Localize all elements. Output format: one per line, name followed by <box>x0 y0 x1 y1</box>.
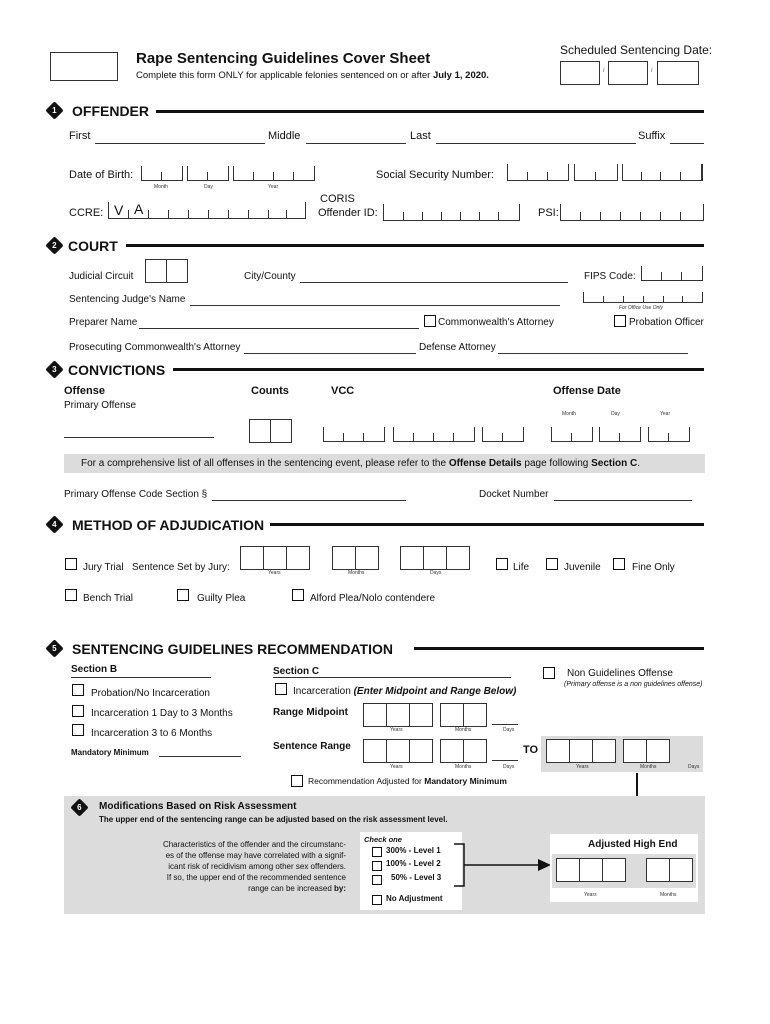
defense-input[interactable] <box>498 353 688 354</box>
offense-month-caption: Month <box>562 411 576 417</box>
commonwealth-label: Commonwealth's Attorney <box>438 317 554 328</box>
adjusted-mandatory-label <box>308 776 507 786</box>
digit-divider <box>422 212 423 221</box>
primary-offense-input[interactable] <box>64 437 214 438</box>
adjusted-text: Recommendation Adjusted for <box>308 776 425 786</box>
to-label: TO <box>523 744 539 756</box>
ccre-label: CCRE: <box>69 207 104 219</box>
low-months-box-1[interactable] <box>440 739 464 763</box>
section-rule <box>126 244 704 247</box>
jury-trial-checkbox[interactable] <box>65 558 77 570</box>
digit-divider <box>603 296 604 303</box>
dob-month-field[interactable] <box>141 166 183 181</box>
middle-label: Middle <box>268 130 301 142</box>
low-years-box-2[interactable] <box>386 739 410 763</box>
last-label: Last <box>410 130 431 142</box>
offense-header: Offense <box>64 385 105 397</box>
incarceration-text: Incarceration <box>293 686 351 697</box>
counts-box-1[interactable] <box>249 419 271 443</box>
bracket-arrow-icon <box>454 842 552 888</box>
section-1-marker <box>45 101 63 119</box>
digit-divider <box>128 210 129 219</box>
digit-divider <box>207 172 208 181</box>
high-months-box-1[interactable] <box>623 739 647 763</box>
mandatory-min-label: Mandatory Minimum <box>71 748 149 757</box>
first-label: First <box>69 130 91 142</box>
mid-years-caption: Years <box>390 727 403 733</box>
offense-year-field[interactable] <box>648 427 690 442</box>
vcc-field-2[interactable] <box>393 427 475 442</box>
digit-divider <box>682 296 683 303</box>
form-title: Rape Sentencing Guidelines Cover Sheet <box>136 50 431 67</box>
characteristics-text <box>120 839 346 894</box>
high-years-box-2[interactable] <box>569 739 593 763</box>
section-rule <box>156 110 704 113</box>
jury-months-caption: Months <box>348 570 365 576</box>
probation-label: Probation Officer <box>629 317 704 328</box>
defense-label: Defense Attorney <box>419 342 496 353</box>
low-days-caption: Days <box>503 764 515 770</box>
ccre-a: A <box>134 201 144 217</box>
digit-divider <box>663 296 664 303</box>
slash: / <box>603 68 605 74</box>
circuit-box-2[interactable] <box>166 259 188 283</box>
section-4-marker <box>45 515 63 533</box>
guilty-plea-checkbox[interactable] <box>177 589 189 601</box>
court-title: COURT <box>68 238 118 254</box>
char-by: by: <box>334 884 346 893</box>
jury-days-box-1[interactable] <box>400 546 424 570</box>
adj-years-box-2[interactable] <box>579 858 603 882</box>
scheduled-date-label: Scheduled Sentencing Date: <box>560 43 713 57</box>
digit-divider <box>681 272 682 281</box>
digit-divider <box>643 296 644 303</box>
office-use-caption: For Office Use Only <box>619 305 663 311</box>
level-2-label: 100% - Level 2 <box>386 859 441 868</box>
level-3-checkbox[interactable] <box>372 875 382 885</box>
incarceration-checkbox[interactable] <box>275 683 287 695</box>
code-section-input[interactable] <box>212 500 406 501</box>
jury-days-box-2[interactable] <box>423 546 447 570</box>
vcc-field-3[interactable] <box>482 427 524 442</box>
preparer-input[interactable] <box>139 328 419 329</box>
digit-divider <box>148 210 149 219</box>
section-num: 4 <box>52 519 57 529</box>
char-line-last <box>120 883 346 894</box>
note-part: page following <box>521 458 592 469</box>
level-1-checkbox[interactable] <box>372 847 382 857</box>
digit-divider <box>293 172 294 181</box>
section-b-label: Section B <box>71 664 118 675</box>
section-num: 1 <box>52 105 57 115</box>
digit-divider <box>228 210 229 219</box>
digit-divider <box>188 210 189 219</box>
first-input[interactable] <box>95 143 265 144</box>
digit-divider <box>623 296 624 303</box>
digit-divider <box>343 433 344 442</box>
digit-divider <box>268 210 269 219</box>
char-line: icant risk of recidivism among other sex offenders. <box>168 862 346 871</box>
last-input[interactable] <box>436 143 636 144</box>
adjusted-bold: Mandatory Minimum <box>424 776 507 786</box>
note-bold-2: Section C <box>591 458 638 469</box>
offense-year-caption: Year <box>660 411 671 417</box>
sentence-range-label: Sentence Range <box>273 741 351 752</box>
mid-years-box-3[interactable] <box>409 703 433 727</box>
offense-details-note <box>64 454 705 473</box>
probation-checkbox[interactable] <box>614 315 626 327</box>
circuit-label: Judicial Circuit <box>69 271 134 282</box>
section-num: 6 <box>77 802 82 812</box>
jury-trial-label: Jury Trial <box>83 562 124 573</box>
digit-divider <box>527 172 528 181</box>
adj-months-box-1[interactable] <box>646 858 670 882</box>
offense-day-field[interactable] <box>599 427 641 442</box>
city-label: City/County <box>244 271 296 282</box>
docket-label: Docket Number <box>479 489 549 500</box>
modifications-subtitle: The upper end of the sentencing range can be adjusted based on the risk assessment level. <box>99 815 448 824</box>
dob-day-field[interactable] <box>187 166 229 181</box>
note-text <box>81 458 640 469</box>
digit-divider <box>547 172 548 181</box>
life-label: Life <box>513 562 530 573</box>
char-text: range can be increased <box>248 884 334 893</box>
subtitle-text: Complete this form ONLY for applicable felonies sentenced on or after <box>136 70 433 81</box>
adj-years-box-1[interactable] <box>556 858 580 882</box>
digit-divider <box>479 212 480 221</box>
level-2-checkbox[interactable] <box>372 861 382 871</box>
digit-divider <box>641 172 642 181</box>
level-3-label: 50% - Level 3 <box>391 873 442 882</box>
digit-divider <box>413 433 414 442</box>
range-midpoint-label: Range Midpoint <box>273 707 348 718</box>
circuit-box-1[interactable] <box>145 259 167 283</box>
non-guidelines-label: Non Guidelines Offense <box>567 668 673 679</box>
enter-midpoint-note: (Enter Midpoint and Range Below) <box>353 686 517 697</box>
juvenile-label: Juvenile <box>564 562 601 573</box>
prosecuting-input[interactable] <box>244 353 416 354</box>
digit-divider <box>600 212 601 221</box>
adj-years-caption: Years <box>584 892 597 898</box>
no-adjustment-checkbox[interactable] <box>372 895 382 905</box>
adj-months-box-2[interactable] <box>669 858 693 882</box>
incarceration-label <box>293 686 516 697</box>
digit-divider <box>441 212 442 221</box>
inc-1-3-label: Incarceration 1 Day to 3 Months <box>91 708 233 719</box>
form-id-box[interactable] <box>50 52 118 81</box>
alford-plea-checkbox[interactable] <box>292 589 304 601</box>
jury-years-caption: Years <box>268 570 281 576</box>
adjusted-high-label: Adjusted High End <box>588 839 678 850</box>
subtitle-date: July 1, 2020. <box>432 70 489 81</box>
section-num: 2 <box>52 240 57 250</box>
mid-years-box-2[interactable] <box>386 703 410 727</box>
digit-divider <box>363 433 364 442</box>
digit-divider <box>248 210 249 219</box>
high-years-box-1[interactable] <box>546 739 570 763</box>
non-guidelines-checkbox[interactable] <box>543 667 555 679</box>
adj-months-caption: Months <box>660 892 677 898</box>
digit-divider <box>433 433 434 442</box>
jury-days-box-3[interactable] <box>446 546 470 570</box>
set-by-jury-label: Sentence Set by Jury: <box>132 562 230 573</box>
psi-label: PSI: <box>538 207 559 219</box>
coris-label: CORIS <box>320 193 355 205</box>
non-guidelines-note: (Primary offense is a non guidelines offense) <box>564 681 703 688</box>
low-days-input[interactable] <box>492 760 518 761</box>
section-num: 3 <box>52 364 57 374</box>
high-months-caption: Months <box>640 764 657 770</box>
fine-only-label: Fine Only <box>632 562 675 573</box>
digit-divider <box>680 212 681 221</box>
city-input[interactable] <box>300 282 568 283</box>
digit-divider <box>453 433 454 442</box>
prosecuting-label: Prosecuting Commonwealth's Attorney <box>69 342 241 353</box>
mid-days-caption: Days <box>503 727 515 733</box>
vcc-header: VCC <box>331 385 355 397</box>
mid-days-input[interactable] <box>492 724 518 725</box>
ssn-field-1[interactable] <box>507 164 569 181</box>
note-part: . <box>637 458 641 469</box>
digit-divider <box>273 172 274 181</box>
adjusted-mandatory-checkbox[interactable] <box>291 775 303 787</box>
convictions-title: CONVICTIONS <box>68 362 166 378</box>
suffix-label: Suffix <box>638 130 666 142</box>
high-years-box-3[interactable] <box>592 739 616 763</box>
jury-years-box-3[interactable] <box>286 546 310 570</box>
digit-divider <box>619 433 620 442</box>
fips-label: FIPS Code: <box>584 271 636 282</box>
digit-divider <box>660 212 661 221</box>
section-rule <box>173 368 704 371</box>
primary-offense-label: Primary Offense <box>64 400 137 411</box>
counts-box-2[interactable] <box>270 419 292 443</box>
high-months-box-2[interactable] <box>646 739 670 763</box>
inc-3-6-label: Incarceration 3 to 6 Months <box>91 728 213 739</box>
high-days-caption: Days <box>688 764 700 770</box>
section-c-underline <box>273 677 511 678</box>
fips-field[interactable] <box>641 266 703 281</box>
low-years-box-1[interactable] <box>363 739 387 763</box>
jury-years-box-1[interactable] <box>240 546 264 570</box>
adjudication-title: METHOD OF ADJUDICATION <box>72 517 265 533</box>
note-bold-1: Offense Details <box>448 458 522 469</box>
dob-label: Date of Birth: <box>69 169 134 181</box>
slash: / <box>651 68 653 74</box>
bench-trial-label: Bench Trial <box>83 593 134 604</box>
digit-divider <box>620 212 621 221</box>
section-3-marker <box>45 360 63 378</box>
char-line: es of the offense may have correlated with a signif- <box>165 851 346 860</box>
psi-field[interactable] <box>560 204 704 221</box>
jury-months-box-1[interactable] <box>332 546 356 570</box>
high-years-caption: Years <box>576 764 589 770</box>
note-part: For a comprehensive list of all offenses in the sentencing event, please refer to the <box>81 458 449 469</box>
digit-divider <box>660 172 661 181</box>
low-years-box-3[interactable] <box>409 739 433 763</box>
section-5-marker <box>45 639 63 657</box>
mid-months-box-2[interactable] <box>463 703 487 727</box>
digit-divider <box>668 433 669 442</box>
guilty-plea-label: Guilty Plea <box>197 593 246 604</box>
alford-plea-label: Alford Plea/Nolo contendere <box>310 593 436 604</box>
form-subtitle <box>136 70 489 81</box>
digit-divider <box>661 272 662 281</box>
section-2-marker <box>45 236 63 254</box>
mid-years-box-1[interactable] <box>363 703 387 727</box>
fine-only-checkbox[interactable] <box>613 558 625 570</box>
suffix-input[interactable] <box>670 143 704 144</box>
char-line: If so, the upper end of the recommended sentence <box>166 873 346 882</box>
jury-years-box-2[interactable] <box>263 546 287 570</box>
sched-month-box[interactable] <box>560 61 600 85</box>
mandatory-min-input[interactable] <box>159 756 241 757</box>
digit-divider <box>253 172 254 181</box>
probation-no-inc-checkbox[interactable] <box>72 684 84 696</box>
middle-input[interactable] <box>306 143 406 144</box>
vcc-field-1[interactable] <box>323 427 385 442</box>
digit-divider <box>580 212 581 221</box>
modifications-title: Modifications Based on Risk Assessment <box>99 801 297 812</box>
jury-months-box-2[interactable] <box>355 546 379 570</box>
adj-years-box-3[interactable] <box>602 858 626 882</box>
judge-label: Sentencing Judge's Name <box>69 294 186 305</box>
digit-divider <box>571 433 572 442</box>
ccre-v: V <box>114 202 124 218</box>
offense-month-field[interactable] <box>551 427 593 442</box>
digit-divider <box>161 172 162 181</box>
check-one-label: Check one <box>364 835 402 844</box>
judge-input[interactable] <box>190 305 560 306</box>
code-section-label: Primary Offense Code Section § <box>64 489 208 500</box>
digit-divider <box>640 212 641 221</box>
digit-divider <box>403 212 404 221</box>
offender-title: OFFENDER <box>72 103 149 119</box>
digit-divider <box>168 210 169 219</box>
char-line: Characteristics of the offender and the circumstanc- <box>162 840 346 849</box>
counts-header: Counts <box>251 385 289 397</box>
offense-date-header: Offense Date <box>553 385 621 397</box>
digit-divider <box>286 210 287 219</box>
digit-divider <box>502 433 503 442</box>
life-checkbox[interactable] <box>496 558 508 570</box>
docket-input[interactable] <box>554 500 692 501</box>
low-years-caption: Years <box>390 764 403 770</box>
sched-year-box[interactable] <box>657 61 699 85</box>
inc-3-6-checkbox[interactable] <box>72 724 84 736</box>
section-rule <box>270 523 704 526</box>
offense-day-caption: Day <box>611 411 620 417</box>
section-rule <box>414 647 704 650</box>
section-b-underline <box>71 677 211 678</box>
digit-divider <box>595 172 596 181</box>
no-adjustment-label: No Adjustment <box>386 894 443 903</box>
preparer-label: Preparer Name <box>69 317 138 328</box>
probation-no-inc-label: Probation/No Incarceration <box>91 688 210 699</box>
section-num: 5 <box>52 643 57 653</box>
dob-day-caption: Day <box>204 184 213 190</box>
dob-year-field[interactable] <box>233 166 315 181</box>
recommendation-title: SENTENCING GUIDELINES RECOMMENDATION <box>72 641 393 657</box>
digit-divider <box>460 212 461 221</box>
section-c-label: Section C <box>273 666 320 677</box>
offender-id-label: Offender ID: <box>318 207 378 219</box>
digit-divider <box>208 210 209 219</box>
inc-1-3-checkbox[interactable] <box>72 705 84 717</box>
mid-months-box-1[interactable] <box>440 703 464 727</box>
ssn-label: Social Security Number: <box>376 169 494 181</box>
commonwealth-checkbox[interactable] <box>424 315 436 327</box>
juvenile-checkbox[interactable] <box>546 558 558 570</box>
digit-divider <box>680 172 681 181</box>
bench-trial-checkbox[interactable] <box>65 589 77 601</box>
level-1-label: 300% - Level 1 <box>386 846 441 855</box>
dob-month-caption: Month <box>154 184 168 190</box>
dob-year-caption: Year <box>268 184 279 190</box>
jury-days-caption: Days <box>430 570 442 576</box>
low-months-caption: Months <box>455 764 472 770</box>
digit-divider <box>498 212 499 221</box>
ssn-field-3[interactable] <box>622 164 703 181</box>
low-months-box-2[interactable] <box>463 739 487 763</box>
ssn-field-2[interactable] <box>574 164 618 181</box>
mid-months-caption: Months <box>455 727 472 733</box>
sched-day-box[interactable] <box>608 61 648 85</box>
